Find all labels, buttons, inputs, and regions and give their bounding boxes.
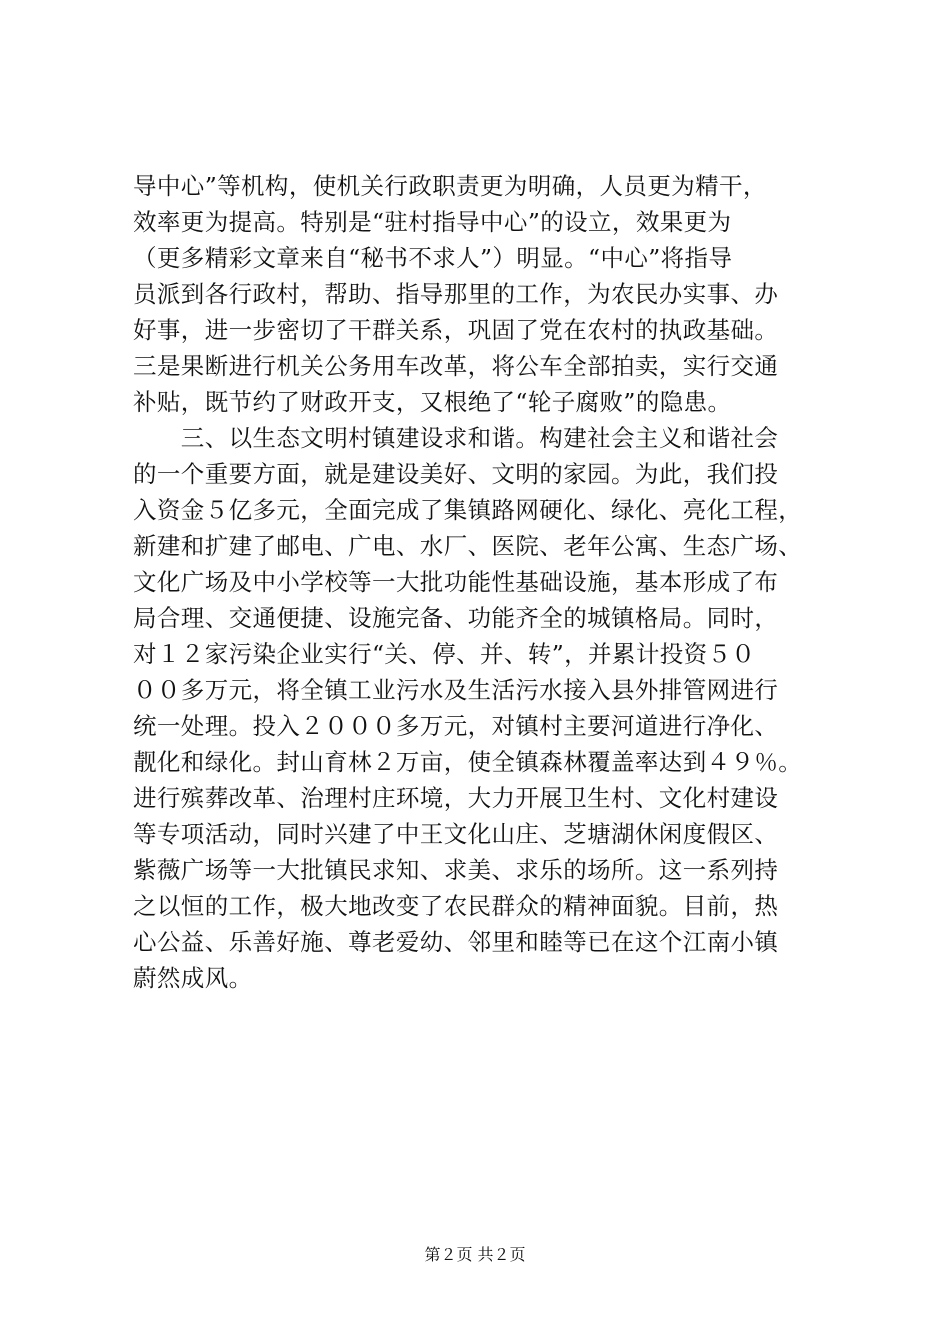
text-line: 新建和扩建了邮电、广电、水厂、医院、老年公寓、生态广场、 <box>133 532 803 560</box>
text-line: 对１２家污染企业实行“关、停、并、转”，并累计投资５０ <box>133 640 756 668</box>
text-line: 进行殡葬改革、治理村庄环境，大力开展卫生村、文化村建设 <box>133 784 779 812</box>
text-line: 入资金５亿多元，全面完成了集镇路网硬化、绿化、亮化工程， <box>133 496 803 524</box>
page-footer: 第２页 共２页 <box>424 1245 526 1264</box>
text-line: 统一处理。投入２０００多万元，对镇村主要河道进行净化、 <box>133 712 779 740</box>
text-line: 的一个重要方面，就是建设美好、文明的家园。为此，我们投 <box>133 460 779 488</box>
text-line: 等专项活动，同时兴建了中王文化山庄、芝塘湖休闲度假区、 <box>133 820 779 848</box>
text-line: 局合理、交通便捷、设施完备、功能齐全的城镇格局。同时， <box>133 604 779 632</box>
text-line: （更多精彩文章来自“秘书不求人”）明显。“中心”将指导 <box>133 244 733 272</box>
text-line: 三、以生态文明村镇建设求和谐。构建社会主义和谐社会 <box>133 424 779 452</box>
text-line: 心公益、乐善好施、尊老爱幼、邻里和睦等已在这个江南小镇 <box>133 928 779 956</box>
text-line: 蔚然成风。 <box>133 964 253 992</box>
text-line: 员派到各行政村，帮助、指导那里的工作，为农民办实事、办 <box>133 280 779 308</box>
text-line: 好事，进一步密切了干群关系，巩固了党在农村的执政基础。 <box>133 316 779 344</box>
text-line: 三是果断进行机关公务用车改革，将公车全部拍卖，实行交通 <box>133 352 779 380</box>
body-text <box>133 168 853 996</box>
text-line: 之以恒的工作，极大地改变了农民群众的精神面貌。目前，热 <box>133 892 779 920</box>
text-line: 效率更为提高。特别是“驻村指导中心”的设立，效果更为 <box>133 208 732 236</box>
text-line: 紫薇广场等一大批镇民求知、求美、求乐的场所。这一系列持 <box>133 856 779 884</box>
text-line: ００多万元，将全镇工业污水及生活污水接入县外排管网进行 <box>133 676 779 704</box>
text-line: 靓化和绿化。封山育林２万亩，使全镇森林覆盖率达到４９％。 <box>133 748 803 776</box>
text-line: 导中心”等机构，使机关行政职责更为明确，人员更为精干， <box>133 172 767 200</box>
text-line: 补贴，既节约了财政开支，又根绝了“轮子腐败”的隐患。 <box>133 388 732 416</box>
text-line: 文化广场及中小学校等一大批功能性基础设施，基本形成了布 <box>133 568 779 596</box>
